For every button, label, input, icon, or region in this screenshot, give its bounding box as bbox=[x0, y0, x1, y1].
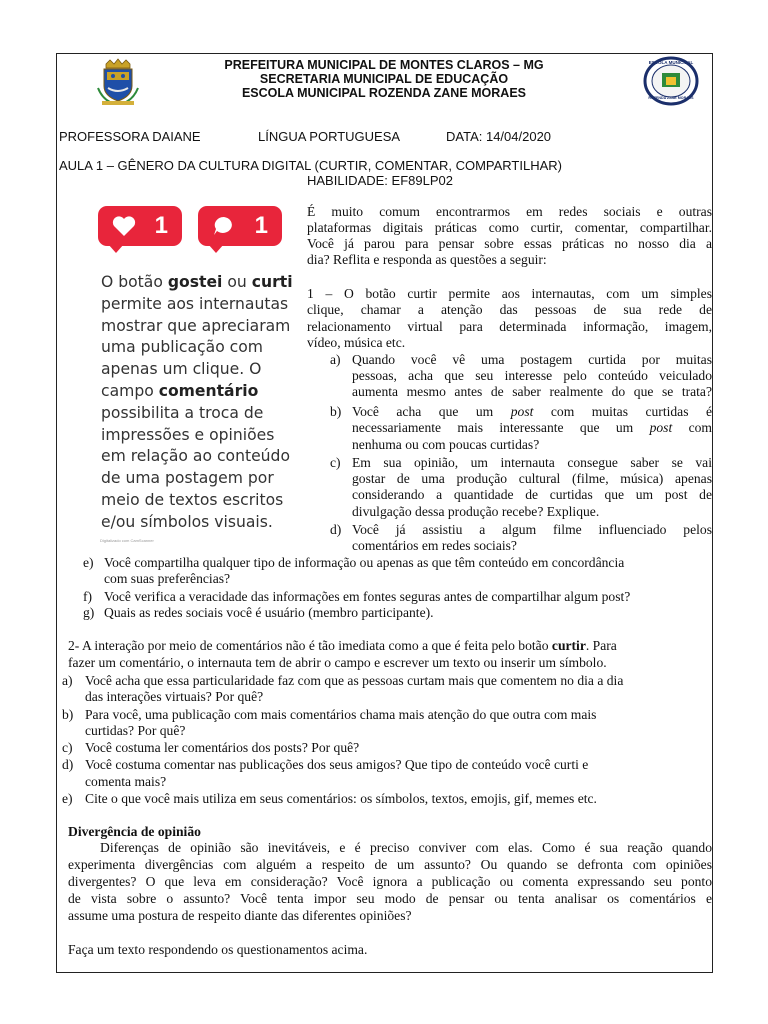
lesson-title: AULA 1 – GÊNERO DA CULTURA DIGITAL (CURTIR, COMENTAR, COMPARTILHAR) bbox=[59, 158, 562, 173]
q2-d-line-1: Você costuma comentar nas publicações dos seus amigos? Que tipo de conteúdo você curti e bbox=[85, 757, 589, 772]
comment-icon bbox=[212, 215, 236, 237]
date-label: DATA: 14/04/2020 bbox=[446, 129, 552, 144]
q1-g-label: g) bbox=[83, 605, 95, 620]
q1-c-label: c) bbox=[330, 455, 341, 470]
q1-f-line-1: Você verifica a veracidade das informações em fontes seguras antes de compartilhar algum post? bbox=[104, 589, 631, 604]
q1-b-line-1: Você acha que um post com muitas curtidas é bbox=[352, 404, 712, 419]
q1-line-2: clique, chamar a atenção das pessoas de sua rede de bbox=[307, 302, 712, 317]
school-seal bbox=[643, 56, 699, 106]
subject-label: LÍNGUA PORTUGUESA bbox=[258, 129, 401, 144]
seal-bottom-text: ROZENDA ZANE MORAES bbox=[648, 96, 694, 100]
q1-a-line-2: pessoas, acha que seu interesse pelo conteúdo veiculado bbox=[352, 368, 712, 383]
header-secretaria: SECRETARIA MUNICIPAL DE EDUCAÇÃO bbox=[259, 72, 509, 86]
q1-line-4: vídeo, música etc. bbox=[307, 335, 406, 350]
q1-f-label: f) bbox=[83, 589, 93, 604]
q2-d-label: d) bbox=[62, 757, 74, 772]
intro-line-2: plataformas digitais práticas como curtir, comentar, compartilhar. bbox=[307, 220, 712, 235]
q1-e-line-2: com suas preferências? bbox=[104, 571, 231, 586]
like-bubble bbox=[98, 206, 182, 246]
q1-a-line-1: Quando você vê uma postagem curtida por muitas bbox=[352, 352, 712, 367]
comment-count: 1 bbox=[254, 212, 268, 239]
comment-bubble bbox=[198, 206, 282, 246]
q2-c-line-1: Você costuma ler comentários dos posts? Por quê? bbox=[85, 740, 360, 755]
divergence-line-3: divergentes? O que leva em consideração? Você ignora a publicação ou comenta expressando seu ponto bbox=[68, 874, 712, 889]
skill-code: HABILIDADE: EF89LP02 bbox=[307, 173, 453, 188]
q1-d-line-2: comentários em redes sociais? bbox=[352, 538, 517, 553]
like-count: 1 bbox=[154, 212, 168, 239]
q1-b-line-3: nenhuma ou com poucas curtidas? bbox=[352, 437, 540, 452]
q1-c-line-1: Em sua opinião, um internauta consegue saber se vai bbox=[352, 455, 712, 470]
header-escola: ESCOLA MUNICIPAL ROZENDA ZANE MORAES bbox=[241, 86, 527, 100]
social-media-image bbox=[95, 200, 295, 545]
q2-intro-line-2: fazer um comentário, o internauta tem de abrir o campo e escrever um texto ou inserir um símbolo. bbox=[68, 655, 607, 670]
q1-d-label: d) bbox=[330, 522, 342, 537]
divergence-title: Divergência de opinião bbox=[68, 824, 201, 839]
q1-b-label: b) bbox=[330, 404, 342, 419]
q1-c-line-4: divulgação dessa produção recebe? Explique. bbox=[352, 504, 600, 519]
q1-a-line-3: aumenta mesmo antes de saber realmente do que se trata? bbox=[352, 384, 712, 399]
q1-d-line-1: Você já assistiu a algum filme influenciado pelos bbox=[352, 522, 712, 537]
q2-a-line-2: das interações virtuais? Por quê? bbox=[85, 689, 264, 704]
q1-line-1: 1 – O botão curtir permite aos internautas, com um simples bbox=[307, 286, 712, 301]
divergence-line-4: de vista sobre o assunto? Você tenta impor seu modo de pensar ou tenta analisar os comentários e bbox=[68, 891, 712, 906]
scanner-credit: Digitalizado com CamScanner bbox=[100, 538, 154, 543]
q2-b-line-1: Para você, uma publicação com mais comentários chama mais atenção do que outra com mais bbox=[85, 707, 597, 722]
divergence-line-1: Diferenças de opinião são inevitáveis, e é preciso conviver com elas. Como é sua reação quando bbox=[100, 840, 712, 855]
q1-e-line-1: Você compartilha qualquer tipo de informação ou apenas as que têm conteúdo em concordância bbox=[104, 555, 625, 570]
heart-icon bbox=[112, 215, 136, 237]
q1-e-label: e) bbox=[83, 555, 94, 570]
q2-intro-line-1: 2- A interação por meio de comentários não é tão imediata como a que é feita pelo botão curtir. Para bbox=[68, 638, 617, 653]
q1-g-line-1: Quais as redes sociais você é usuário (membro participante). bbox=[104, 605, 434, 620]
intro-line-1: É muito comum encontrarmos em redes sociais e outras bbox=[307, 204, 712, 219]
q2-a-label: a) bbox=[62, 673, 73, 688]
q2-c-label: c) bbox=[62, 740, 73, 755]
q2-e-label: e) bbox=[62, 791, 73, 806]
image-caption: O botão gostei ou curti permite aos internautas mostrar que apreciaram uma publicação com apenas um clique. O campo comentário possibilita a troca de impressões e opiniões em relação ao conteúdo de uma postagem por meio de textos escritos e/ou símbolos visuais. bbox=[101, 273, 293, 531]
q1-c-line-3: considerando a quantidade de curtidas que um post de bbox=[352, 487, 712, 502]
q1-c-line-2: gostar de uma produção cultural (filme, música) apenas bbox=[352, 471, 712, 486]
seal-top-text: ESCOLA MUNICIPAL bbox=[648, 60, 694, 65]
q2-d-line-2: comenta mais? bbox=[85, 774, 167, 789]
header-prefeitura: PREFEITURA MUNICIPAL DE MONTES CLAROS – MG bbox=[224, 58, 544, 72]
teacher-label: PROFESSORA DAIANE bbox=[59, 129, 201, 144]
q2-b-line-2: curtidas? Por quê? bbox=[85, 723, 186, 738]
q1-a-label: a) bbox=[330, 352, 341, 367]
intro-line-3: Você já parou para pensar sobre essas práticas no nosso dia a bbox=[307, 236, 712, 251]
intro-line-4: dia? Reflita e responda as questões a seguir: bbox=[307, 252, 547, 267]
divergence-line-2: experimenta divergências com alguém a respeito de um assunto? Ou quando se defronta com opiniões bbox=[68, 857, 712, 872]
q1-b-line-2: necessariamente mais interessante que um post com bbox=[352, 420, 712, 435]
q2-b-label: b) bbox=[62, 707, 74, 722]
q2-e-line-1: Cite o que você mais utiliza em seus comentários: os símbolos, textos, emojis, gif, memes etc. bbox=[85, 791, 597, 806]
final-instruction: Faça um texto respondendo os questionamentos acima. bbox=[68, 942, 368, 957]
q1-line-3: relacionamento virtual para determinada informação, imagem, bbox=[307, 319, 712, 334]
q2-a-line-1: Você acha que essa particularidade faz com que as pessoas curtam mais que comentem no dia a dia bbox=[85, 673, 624, 688]
divergence-line-5: assume uma postura de respeito diante das diferentes opiniões? bbox=[68, 908, 412, 923]
